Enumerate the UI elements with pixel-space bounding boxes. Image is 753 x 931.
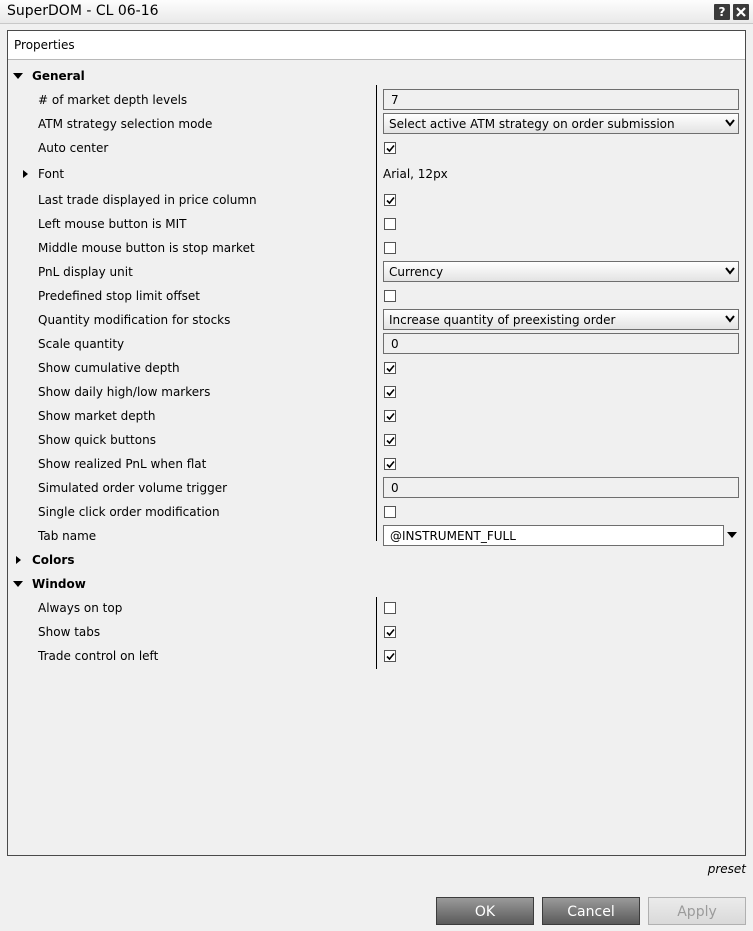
checkmark-icon: [386, 436, 395, 445]
prop-label: Font: [38, 167, 65, 181]
prop-always-on-top: [8, 596, 745, 620]
prop-label: Show realized PnL when flat: [38, 457, 207, 471]
prop-market-depth-levels: [8, 88, 745, 112]
prop-label: Last trade displayed in price column: [38, 193, 257, 207]
font-value[interactable]: Arial, 12px: [383, 167, 448, 181]
category-label: Colors: [32, 553, 75, 567]
prop-auto-center: [8, 136, 745, 160]
prop-last-trade-price-column: [8, 188, 745, 212]
prop-label: Show cumulative depth: [38, 361, 180, 375]
prop-left-mouse-mit: [8, 212, 745, 236]
last-trade-price-column-checkbox[interactable]: [384, 194, 396, 206]
collapse-triangle-icon[interactable]: [13, 579, 23, 589]
close-button[interactable]: [733, 4, 749, 20]
category-colors[interactable]: [8, 548, 745, 572]
atm-strategy-mode-select[interactable]: [383, 113, 739, 134]
chevron-down-icon: [725, 267, 735, 275]
preset-link[interactable]: preset: [707, 862, 746, 876]
prop-label: Trade control on left: [38, 649, 159, 663]
prop-show-market-depth: [8, 404, 745, 428]
predefined-stop-limit-offset-checkbox[interactable]: [384, 290, 396, 302]
prop-show-daily-high-low: [8, 380, 745, 404]
prop-scale-quantity: [8, 332, 745, 356]
window-title: SuperDOM - CL 06-16: [7, 3, 159, 19]
single-click-order-modification-checkbox[interactable]: [384, 506, 396, 518]
prop-label: Single click order modification: [38, 505, 220, 519]
show-realized-pnl-flat-checkbox[interactable]: [384, 458, 396, 470]
tab-name-input[interactable]: @INSTRUMENT_FULL: [383, 525, 724, 546]
selected-value: Increase quantity of preexisting order: [389, 313, 616, 327]
apply-button[interactable]: Apply: [648, 897, 746, 925]
checkmark-icon: [386, 412, 395, 421]
prop-label: Scale quantity: [38, 337, 125, 351]
middle-mouse-stop-market-checkbox[interactable]: [384, 242, 396, 254]
show-market-depth-checkbox[interactable]: [384, 410, 396, 422]
category-general[interactable]: [8, 64, 745, 88]
prop-atm-strategy-mode: [8, 112, 745, 136]
prop-show-cumulative-depth: [8, 356, 745, 380]
expand-triangle-icon[interactable]: [20, 169, 30, 179]
category-label: Window: [32, 577, 86, 591]
prop-show-quick-buttons: [8, 428, 745, 452]
checkmark-icon: [386, 652, 395, 661]
prop-single-click-order-modification: [8, 500, 745, 524]
prop-label: Tab name: [38, 529, 97, 543]
prop-label: PnL display unit: [38, 265, 133, 279]
prop-quantity-modification-stocks: [8, 308, 745, 332]
checkmark-icon: [386, 364, 395, 373]
prop-tab-name: [8, 524, 745, 548]
prop-label: Auto center: [38, 141, 109, 155]
left-mouse-mit-checkbox[interactable]: [384, 218, 396, 230]
prop-label: ATM strategy selection mode: [38, 117, 213, 131]
prop-label: Show market depth: [38, 409, 156, 423]
category-window[interactable]: [8, 572, 745, 596]
show-daily-high-low-checkbox[interactable]: [384, 386, 396, 398]
prop-label: Always on top: [38, 601, 123, 615]
prop-label: Show quick buttons: [38, 433, 156, 447]
prop-label: Show tabs: [38, 625, 101, 639]
ok-button[interactable]: OK: [436, 897, 534, 925]
selected-value: Currency: [389, 265, 444, 279]
prop-font: [8, 162, 745, 186]
properties-panel: [7, 30, 746, 856]
category-label: General: [32, 69, 85, 83]
prop-predefined-stop-limit-offset: [8, 284, 745, 308]
collapse-triangle-icon[interactable]: [13, 71, 23, 81]
market-depth-levels-input[interactable]: 7: [383, 89, 739, 110]
prop-show-realized-pnl-flat: [8, 452, 745, 476]
prop-label: Show daily high/low markers: [38, 385, 211, 399]
prop-label: Left mouse button is MIT: [38, 217, 187, 231]
close-icon: [733, 4, 749, 20]
prop-label: Predefined stop limit offset: [38, 289, 200, 303]
prop-trade-control-left: [8, 644, 745, 668]
title-bar: [0, 0, 753, 24]
prop-pnl-display-unit: [8, 260, 745, 284]
checkmark-icon: [386, 460, 395, 469]
expand-triangle-icon[interactable]: [13, 555, 23, 565]
properties-header: [8, 31, 745, 60]
checkmark-icon: [386, 628, 395, 637]
show-tabs-checkbox[interactable]: [384, 626, 396, 638]
prop-label: # of market depth levels: [38, 93, 188, 107]
properties-title: Properties: [14, 38, 75, 52]
dropdown-triangle-icon[interactable]: [727, 532, 737, 538]
cancel-button[interactable]: Cancel: [542, 897, 640, 925]
quantity-modification-select[interactable]: [383, 309, 739, 330]
chevron-down-icon: [725, 119, 735, 127]
checkmark-icon: [386, 144, 395, 153]
prop-simulated-order-volume-trigger: [8, 476, 745, 500]
show-quick-buttons-checkbox[interactable]: [384, 434, 396, 446]
checkmark-icon: [386, 388, 395, 397]
prop-show-tabs: [8, 620, 745, 644]
show-cumulative-depth-checkbox[interactable]: [384, 362, 396, 374]
prop-middle-mouse-stop-market: [8, 236, 745, 260]
scale-quantity-input[interactable]: 0: [383, 333, 739, 354]
prop-label: Middle mouse button is stop market: [38, 241, 255, 255]
chevron-down-icon: [725, 315, 735, 323]
prop-label: Quantity modification for stocks: [38, 313, 231, 327]
selected-value: Select active ATM strategy on order submission: [389, 117, 675, 131]
pnl-display-unit-select[interactable]: [383, 261, 739, 282]
help-button[interactable]: ?: [714, 4, 730, 20]
always-on-top-checkbox[interactable]: [384, 602, 396, 614]
prop-label: Simulated order volume trigger: [38, 481, 228, 495]
checkmark-icon: [386, 196, 395, 205]
auto-center-checkbox[interactable]: [384, 142, 396, 154]
trade-control-left-checkbox[interactable]: [384, 650, 396, 662]
simulated-order-volume-trigger-input[interactable]: 0: [383, 477, 739, 498]
